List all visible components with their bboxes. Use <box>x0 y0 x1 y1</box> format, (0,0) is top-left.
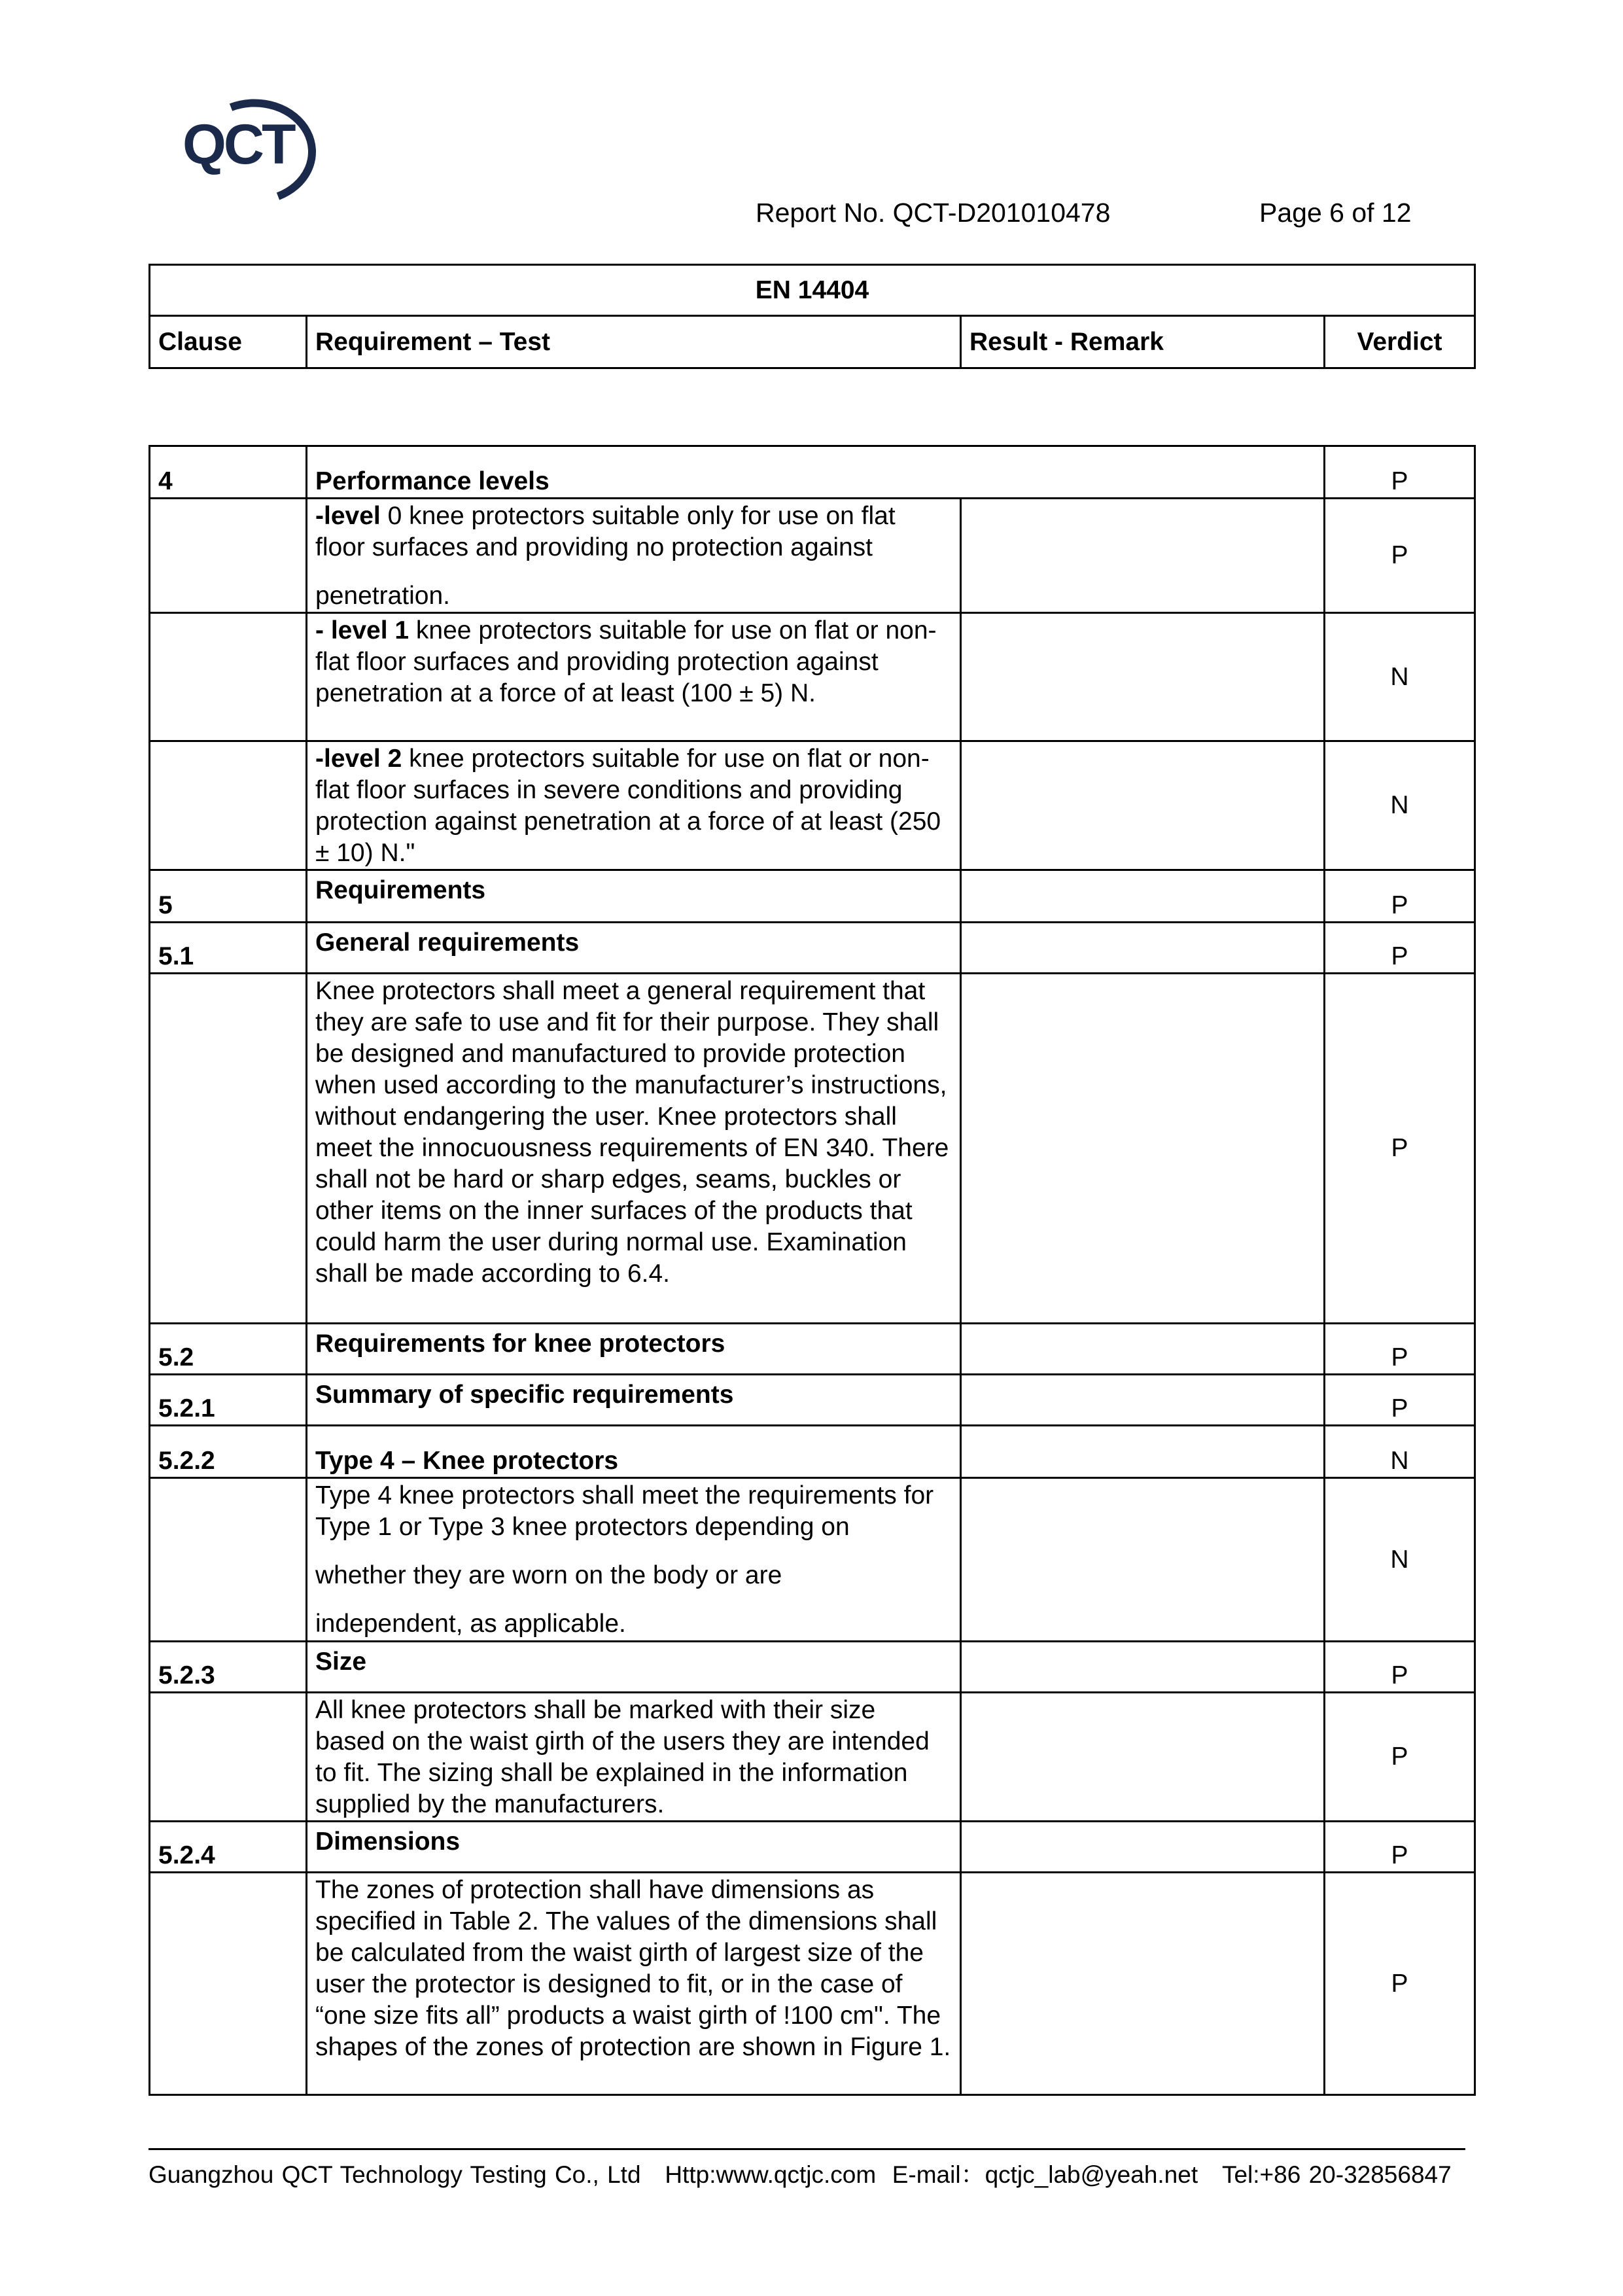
requirement-text: - level 1 knee protectors suitable for use on flat or non-flat floor surfaces and providing protection against penetration at a force of at least (100 ± 5) N. <box>307 613 961 741</box>
verdict: P <box>1325 923 1475 974</box>
table-row <box>150 923 1475 974</box>
verdict: P <box>1325 1693 1475 1822</box>
table-row <box>150 446 1475 499</box>
table-row <box>150 870 1475 923</box>
table-row <box>150 1426 1475 1478</box>
verdict: N <box>1325 1478 1475 1642</box>
table-row <box>150 1324 1475 1375</box>
requirements-table <box>148 445 1476 2096</box>
verdict: P <box>1325 870 1475 923</box>
page-number: Page 6 of 12 <box>1259 198 1412 228</box>
clause-number: 4 <box>150 446 307 499</box>
table-row <box>150 1873 1475 2095</box>
verdict: N <box>1325 613 1475 741</box>
clause-number: 5.1 <box>150 923 307 974</box>
section-title: Performance levels <box>307 446 1325 499</box>
column-verdict: Verdict <box>1325 316 1475 368</box>
verdict: P <box>1325 1324 1475 1375</box>
footer-divider <box>148 2148 1465 2150</box>
verdict: N <box>1325 1426 1475 1478</box>
clause-number: 5 <box>150 870 307 923</box>
section-title: General requirements <box>307 923 961 974</box>
column-requirement: Requirement – Test <box>307 316 961 368</box>
section-title: Dimensions <box>307 1822 961 1873</box>
verdict: P <box>1325 499 1475 613</box>
table-row <box>150 1642 1475 1693</box>
report-number: Report No. QCT-D201010478 <box>756 198 1111 228</box>
table-row <box>150 741 1475 870</box>
requirement-text: Knee protectors shall meet a general requirement that they are safe to use and fit for their purpose. They shall be designed and manufactured to provide protection when used according to the manufacturer’s instructions, without endangering the user. Knee protectors shall meet the innocuousness requirements of EN 340. There shall not be hard or sharp edges, seams, buckles or other items on the inner surfaces of the products that could harm the user during normal use. Examination shall be made according to 6.4. <box>307 974 961 1324</box>
column-result: Result - Remark <box>961 316 1325 368</box>
table-row <box>150 974 1475 1324</box>
verdict: N <box>1325 741 1475 870</box>
requirement-text: The zones of protection shall have dimensions as specified in Table 2. The values of the dimensions shall be calculated from the waist girth of largest size of the user the protector is designed to fit, or in the case of “one size fits all” products a waist girth of !100 cm". The shapes of the zones of protection are shown in Figure 1. <box>307 1873 961 2095</box>
verdict: P <box>1325 1822 1475 1873</box>
table-row <box>150 1822 1475 1873</box>
clause-number: 5.2 <box>150 1324 307 1375</box>
requirement-text: Type 4 knee protectors shall meet the requirements for Type 1 or Type 3 knee protectors depending on whether they are worn on the body or are independent, as applicable. <box>307 1478 961 1642</box>
clause-number: 5.2.3 <box>150 1642 307 1693</box>
footer-website: Http:www.qctjc.com <box>665 2161 877 2188</box>
verdict: P <box>1325 1375 1475 1426</box>
requirement-text: -level 2 knee protectors suitable for use on flat or non-flat floor surfaces in severe conditions and providing protection against penetration at a force of at least (250 ± 10) N." <box>307 741 961 870</box>
standard-header-table <box>148 264 1476 369</box>
table-row <box>150 499 1475 613</box>
clause-number: 5.2.1 <box>150 1375 307 1426</box>
section-title: Size <box>307 1642 961 1693</box>
qct-logo <box>180 90 343 203</box>
verdict: P <box>1325 446 1475 499</box>
table-row <box>150 1375 1475 1426</box>
table-row <box>150 1693 1475 1822</box>
footer-company: Guangzhou QCT Technology Testing Co., Ltd <box>148 2161 641 2188</box>
verdict: P <box>1325 1873 1475 2095</box>
table-row <box>150 613 1475 741</box>
standard-title: EN 14404 <box>150 265 1475 316</box>
footer <box>148 2155 1452 2190</box>
column-clause: Clause <box>150 316 307 368</box>
section-title: Requirements for knee protectors <box>307 1324 961 1375</box>
footer-tel: Tel:+86 20-32856847 <box>1221 2161 1452 2188</box>
footer-email: E-mail：qctjc_lab@yeah.net <box>892 2161 1198 2188</box>
section-title: Summary of specific requirements <box>307 1375 961 1426</box>
table-row <box>150 1478 1475 1642</box>
clause-number: 5.2.4 <box>150 1822 307 1873</box>
section-title: Requirements <box>307 870 961 923</box>
logo-text: QCT <box>183 113 294 176</box>
verdict: P <box>1325 974 1475 1324</box>
verdict: P <box>1325 1642 1475 1693</box>
requirement-text: -level 0 knee protectors suitable only for use on flat floor surfaces and providing no protection against penetration. <box>307 499 961 613</box>
section-title: Type 4 – Knee protectors <box>307 1426 961 1478</box>
requirement-text: All knee protectors shall be marked with their size based on the waist girth of the users they are intended to fit. The sizing shall be explained in the information supplied by the manufacturers. <box>307 1693 961 1822</box>
clause-number: 5.2.2 <box>150 1426 307 1478</box>
